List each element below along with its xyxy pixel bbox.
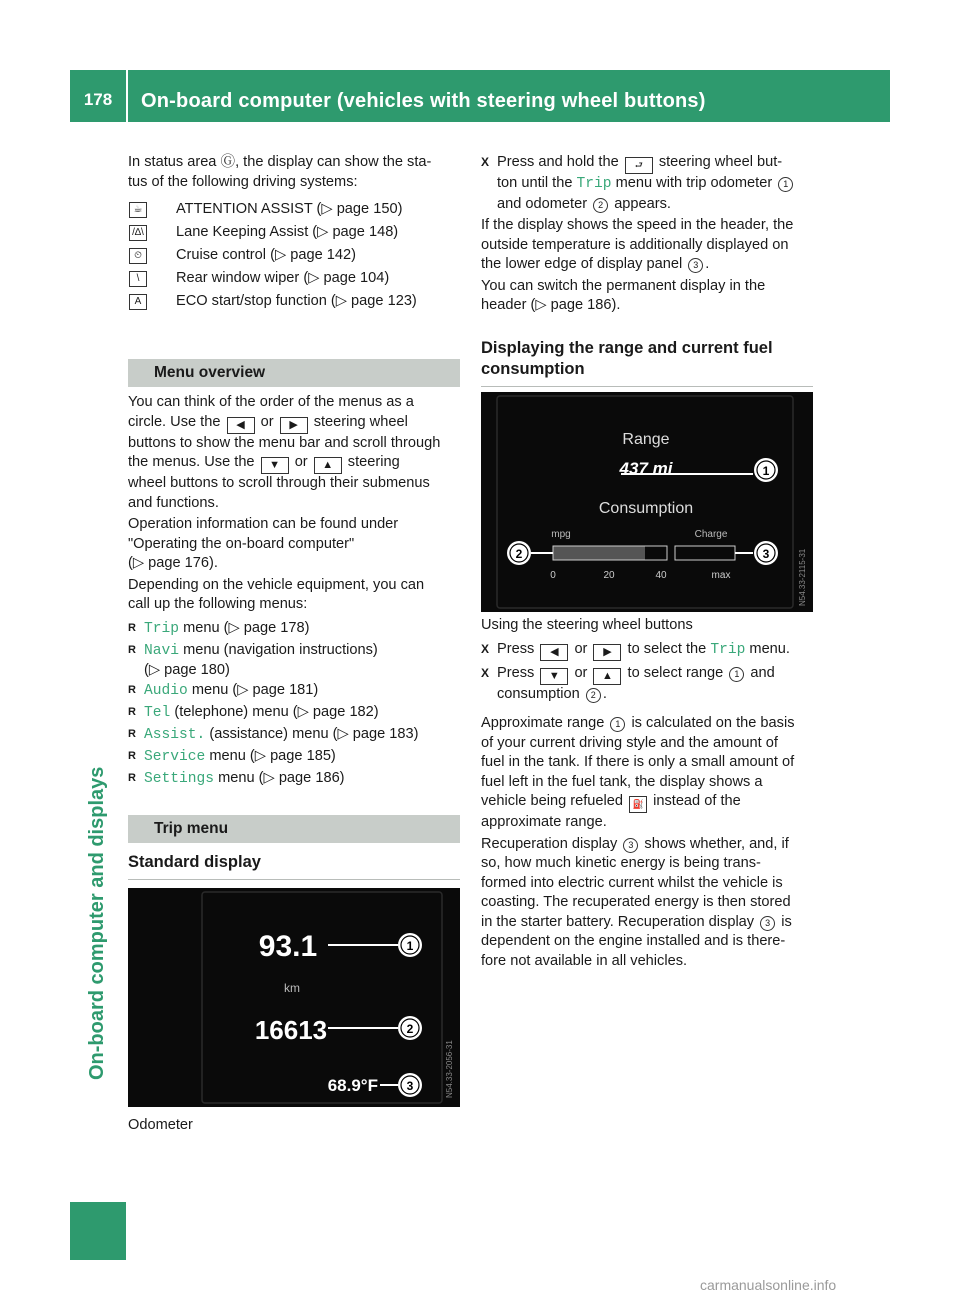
text-fragment: the lower edge of display panel bbox=[481, 256, 683, 272]
figure-code: N54.33-2056-31 bbox=[445, 1040, 454, 1098]
list-item bbox=[128, 769, 460, 791]
text-fragment: circle. Use the bbox=[128, 413, 221, 430]
text-line: fuel in the tank. If there is only a small amount of bbox=[481, 754, 795, 770]
text-line: and functions. bbox=[128, 494, 219, 511]
tick-label: max bbox=[711, 570, 731, 581]
right-arrow-key-icon: ▶ bbox=[593, 644, 621, 661]
system-label: Cruise control (▷ page 142) bbox=[176, 246, 356, 263]
tick-label: 20 bbox=[603, 570, 615, 581]
callout-2-icon: 2 bbox=[586, 688, 601, 703]
callout-number: 1 bbox=[762, 464, 770, 478]
text-line: so, how much kinetic energy is being trans- bbox=[481, 855, 761, 871]
text-fragment: Approximate range bbox=[481, 715, 605, 731]
left-column bbox=[128, 153, 460, 791]
text-line bbox=[128, 413, 460, 434]
using-buttons-text: Using the steering wheel buttons bbox=[481, 617, 693, 633]
text-line: the lower edge of display panel 3 . bbox=[481, 256, 710, 272]
mpg-label: mpg bbox=[551, 529, 571, 540]
range-value: 437 mi bbox=[619, 459, 673, 478]
menu-link-trip[interactable]: Trip bbox=[710, 641, 746, 658]
text-fragment: and bbox=[750, 664, 775, 681]
menu-desc: (assistance) menu (▷ page 183) bbox=[205, 725, 419, 742]
menu-desc: menu (▷ page 178) bbox=[179, 619, 310, 636]
callout-1-icon: 1 bbox=[610, 717, 625, 732]
up-arrow-key-icon: ▲ bbox=[314, 457, 342, 474]
text-fragment: appears. bbox=[614, 195, 671, 212]
text-line: Operation information can be found under bbox=[128, 516, 399, 532]
depending-paragraph bbox=[128, 576, 460, 615]
refuel-vehicle-icon: ⛽ bbox=[629, 796, 647, 813]
text-line bbox=[481, 913, 815, 933]
page-number: 178 bbox=[83, 90, 113, 109]
menu-desc: menu (navigation instructions) bbox=[179, 641, 378, 658]
text-fragment: the menus. Use the bbox=[128, 454, 255, 470]
lane-keeping-icon: /∆\ bbox=[129, 225, 147, 241]
odometer-value: 16613 bbox=[254, 1015, 328, 1045]
trip-menu-heading: Trip menu bbox=[128, 815, 460, 843]
menu-link-tel[interactable]: Tel bbox=[144, 704, 171, 721]
text-line: fore not available in all vehicles. bbox=[481, 952, 688, 969]
text-fragment: Press bbox=[497, 640, 535, 657]
header-speed-paragraph bbox=[481, 216, 815, 275]
operating-paragraph bbox=[128, 515, 460, 574]
menu-link-navi[interactable]: Navi bbox=[144, 642, 180, 659]
text-line: approximate range. bbox=[481, 814, 607, 830]
figure-code: N54.33-2115-31 bbox=[798, 548, 807, 606]
menu-link-service[interactable]: Service bbox=[144, 748, 206, 765]
list-item: X Press ▼ or ▲ to select range 1 and consumption 2 . bbox=[481, 664, 815, 705]
text-line: of your current driving style and the amount of bbox=[481, 734, 778, 751]
callout-number: 2 bbox=[406, 1022, 414, 1036]
menu-link-assist[interactable]: Assist. bbox=[144, 726, 206, 743]
menu-overview-paragraph bbox=[128, 393, 460, 513]
text-line bbox=[481, 714, 815, 734]
steps-range bbox=[481, 640, 815, 705]
right-column bbox=[481, 153, 815, 316]
text-line: call up the following menus: bbox=[128, 596, 308, 612]
callout-number: 3 bbox=[406, 1079, 414, 1093]
down-arrow-key-icon: ▼ bbox=[261, 457, 289, 474]
system-label: ATTENTION ASSIST (▷ page 150) bbox=[176, 200, 403, 217]
menu-link-trip[interactable]: Trip bbox=[144, 620, 180, 637]
text-fragment: in the starter battery. Recuperation display bbox=[481, 913, 755, 930]
right-arrow-key-icon: ▶ bbox=[280, 417, 308, 434]
cruise-control-icon: ⏲ bbox=[129, 248, 147, 264]
text-fragment: Recuperation display bbox=[481, 835, 618, 852]
text-line: coasting. The recuperated energy is then stored bbox=[481, 894, 791, 910]
text-fragment: menu. bbox=[749, 640, 790, 657]
range-heading bbox=[481, 338, 813, 387]
list-item bbox=[128, 221, 460, 244]
text-line: (▷ page 176). bbox=[128, 555, 218, 571]
distance-unit: km bbox=[284, 981, 300, 995]
intro-line-1: In status area Ⓖ, the display can show the sta- bbox=[128, 154, 432, 170]
menu-desc: menu (▷ page 185) bbox=[205, 747, 336, 764]
eco-start-stop-icon: A bbox=[129, 294, 147, 310]
list-item bbox=[128, 244, 460, 267]
text-line: dependent on the engine installed and is there- bbox=[481, 933, 786, 949]
text-line: fuel left in the fuel tank, the display shows a bbox=[481, 773, 763, 790]
header-divider bbox=[126, 70, 128, 122]
callout-1-icon: 1 bbox=[778, 177, 793, 192]
heading-line: consumption bbox=[481, 360, 585, 378]
up-arrow-key-icon: ▲ bbox=[593, 668, 621, 685]
text-fragment: to select the bbox=[627, 640, 707, 657]
tick-label: 0 bbox=[550, 570, 556, 581]
text-line: wheel buttons to scroll through their submenus bbox=[128, 475, 430, 491]
range-label: Range bbox=[622, 431, 670, 448]
consumption-label: Consumption bbox=[598, 500, 694, 517]
right-column-lower bbox=[481, 616, 815, 971]
tick-label: 40 bbox=[655, 570, 667, 581]
approx-range-paragraph bbox=[481, 714, 815, 833]
odometer-caption: Odometer bbox=[128, 1117, 193, 1133]
down-arrow-key-icon: ▼ bbox=[540, 668, 568, 685]
text-fragment: ton until the bbox=[497, 175, 573, 191]
page-title: On-board computer (vehicles with steering wheel buttons) bbox=[141, 90, 706, 112]
text-line: outside temperature is additionally displayed on bbox=[481, 236, 789, 253]
text-fragment: Press bbox=[497, 664, 535, 681]
text-line: "Operating the on-board computer" bbox=[128, 535, 355, 552]
list-item bbox=[481, 153, 815, 214]
list-item bbox=[128, 290, 460, 313]
text-fragment: is bbox=[781, 913, 792, 930]
text-fragment: or bbox=[294, 454, 308, 470]
list-item bbox=[128, 619, 460, 641]
callout-2-icon: 2 bbox=[593, 198, 608, 213]
text-fragment: Press and hold the bbox=[497, 154, 619, 170]
attention-assist-icon: ☕ bbox=[129, 202, 147, 218]
callout-3-icon: 3 bbox=[688, 258, 703, 273]
callout-3-icon: 3 bbox=[760, 916, 775, 931]
menu-link-trip[interactable]: Trip bbox=[576, 176, 612, 192]
sidebar-section-label bbox=[82, 766, 122, 1120]
text-line: header (▷ page 186). bbox=[481, 297, 621, 313]
menu-desc: menu (▷ page 181) bbox=[187, 681, 319, 698]
text-fragment: steering wheel but- bbox=[658, 154, 783, 170]
left-arrow-key-icon: ◀ bbox=[540, 644, 568, 661]
text-fragment: consumption bbox=[497, 685, 580, 702]
list-item bbox=[128, 725, 460, 747]
text-fragment: is calculated on the basis bbox=[631, 715, 795, 731]
text-fragment: steering wheel bbox=[313, 413, 408, 430]
text-line: formed into electric current whilst the vehicle is bbox=[481, 874, 783, 891]
footer-watermark[interactable]: carmanualsonline.info bbox=[700, 1277, 837, 1293]
system-label: Rear window wiper (▷ page 104) bbox=[176, 269, 390, 286]
list-item bbox=[128, 198, 460, 221]
odometer-figure bbox=[128, 888, 460, 1107]
callout-number: 2 bbox=[515, 547, 523, 561]
callout-1-icon: 1 bbox=[729, 667, 744, 682]
menu-link-settings[interactable]: Settings bbox=[144, 770, 215, 787]
intro-line-2: tus of the following driving systems: bbox=[128, 173, 358, 190]
list-item bbox=[128, 703, 460, 725]
sidebar-section-text: On-board computer and displays bbox=[86, 766, 108, 1080]
rear-wiper-icon: \ bbox=[129, 271, 147, 287]
callout-number: 3 bbox=[762, 547, 770, 561]
section-tab-marker bbox=[70, 1202, 126, 1260]
list-item bbox=[128, 747, 460, 769]
text-line: buttons to show the menu bar and scroll through bbox=[128, 434, 441, 451]
recuperation-paragraph bbox=[481, 835, 815, 972]
outside-temperature: 68.9°F bbox=[327, 1076, 378, 1095]
text-fragment: to select range bbox=[627, 664, 724, 681]
text-line: Depending on the vehicle equipment, you can bbox=[128, 576, 425, 593]
text-line bbox=[481, 792, 815, 813]
text-fragment: and odometer bbox=[497, 195, 588, 212]
text-fragment: or bbox=[260, 413, 274, 430]
list-item bbox=[481, 640, 815, 661]
charge-label: Charge bbox=[694, 529, 728, 540]
menu-link-audio[interactable]: Audio bbox=[144, 682, 188, 699]
text-fragment: shows whether, and, if bbox=[644, 835, 789, 852]
range-figure bbox=[481, 392, 813, 612]
text-fragment: menu with trip odometer bbox=[615, 175, 773, 191]
text-line bbox=[481, 835, 815, 855]
menu-overview-heading: Menu overview bbox=[128, 359, 460, 387]
driving-systems-list bbox=[128, 198, 460, 313]
text-fragment: vehicle being refueled bbox=[481, 793, 623, 809]
text-fragment: or bbox=[574, 664, 588, 681]
menu-desc: (▷ page 180) bbox=[144, 662, 230, 678]
standard-display-heading: Standard display bbox=[128, 852, 460, 880]
system-label: Lane Keeping Assist (▷ page 148) bbox=[176, 223, 399, 240]
list-item bbox=[128, 681, 460, 703]
list-item bbox=[128, 641, 460, 681]
callout-3-icon: 3 bbox=[623, 838, 638, 853]
text-fragment: or bbox=[574, 640, 588, 657]
trip-distance-value: 93.1 bbox=[258, 930, 318, 963]
permanent-display-paragraph bbox=[481, 277, 815, 316]
text-line bbox=[128, 453, 460, 474]
back-button-icon: ⮐ bbox=[625, 157, 653, 174]
list-item bbox=[128, 267, 460, 290]
steps-trip bbox=[481, 153, 815, 214]
left-arrow-key-icon: ◀ bbox=[227, 417, 255, 434]
menu-desc: (telephone) menu (▷ page 182) bbox=[170, 703, 379, 720]
menus-list bbox=[128, 619, 460, 791]
menu-desc: menu (▷ page 186) bbox=[214, 769, 345, 786]
callout-number: 1 bbox=[406, 939, 414, 953]
heading-line: Displaying the range and current fuel bbox=[481, 339, 773, 357]
text-line: If the display shows the speed in the header, the bbox=[481, 217, 794, 233]
text-line: You can think of the order of the menus as a bbox=[128, 394, 414, 410]
text-fragment: steering bbox=[347, 454, 400, 470]
consumption-bar-fill bbox=[553, 546, 645, 560]
system-label: ECO start/stop function (▷ page 123) bbox=[176, 292, 417, 309]
text-fragment: instead of the bbox=[653, 793, 741, 809]
text-line: You can switch the permanent display in the bbox=[481, 277, 766, 294]
